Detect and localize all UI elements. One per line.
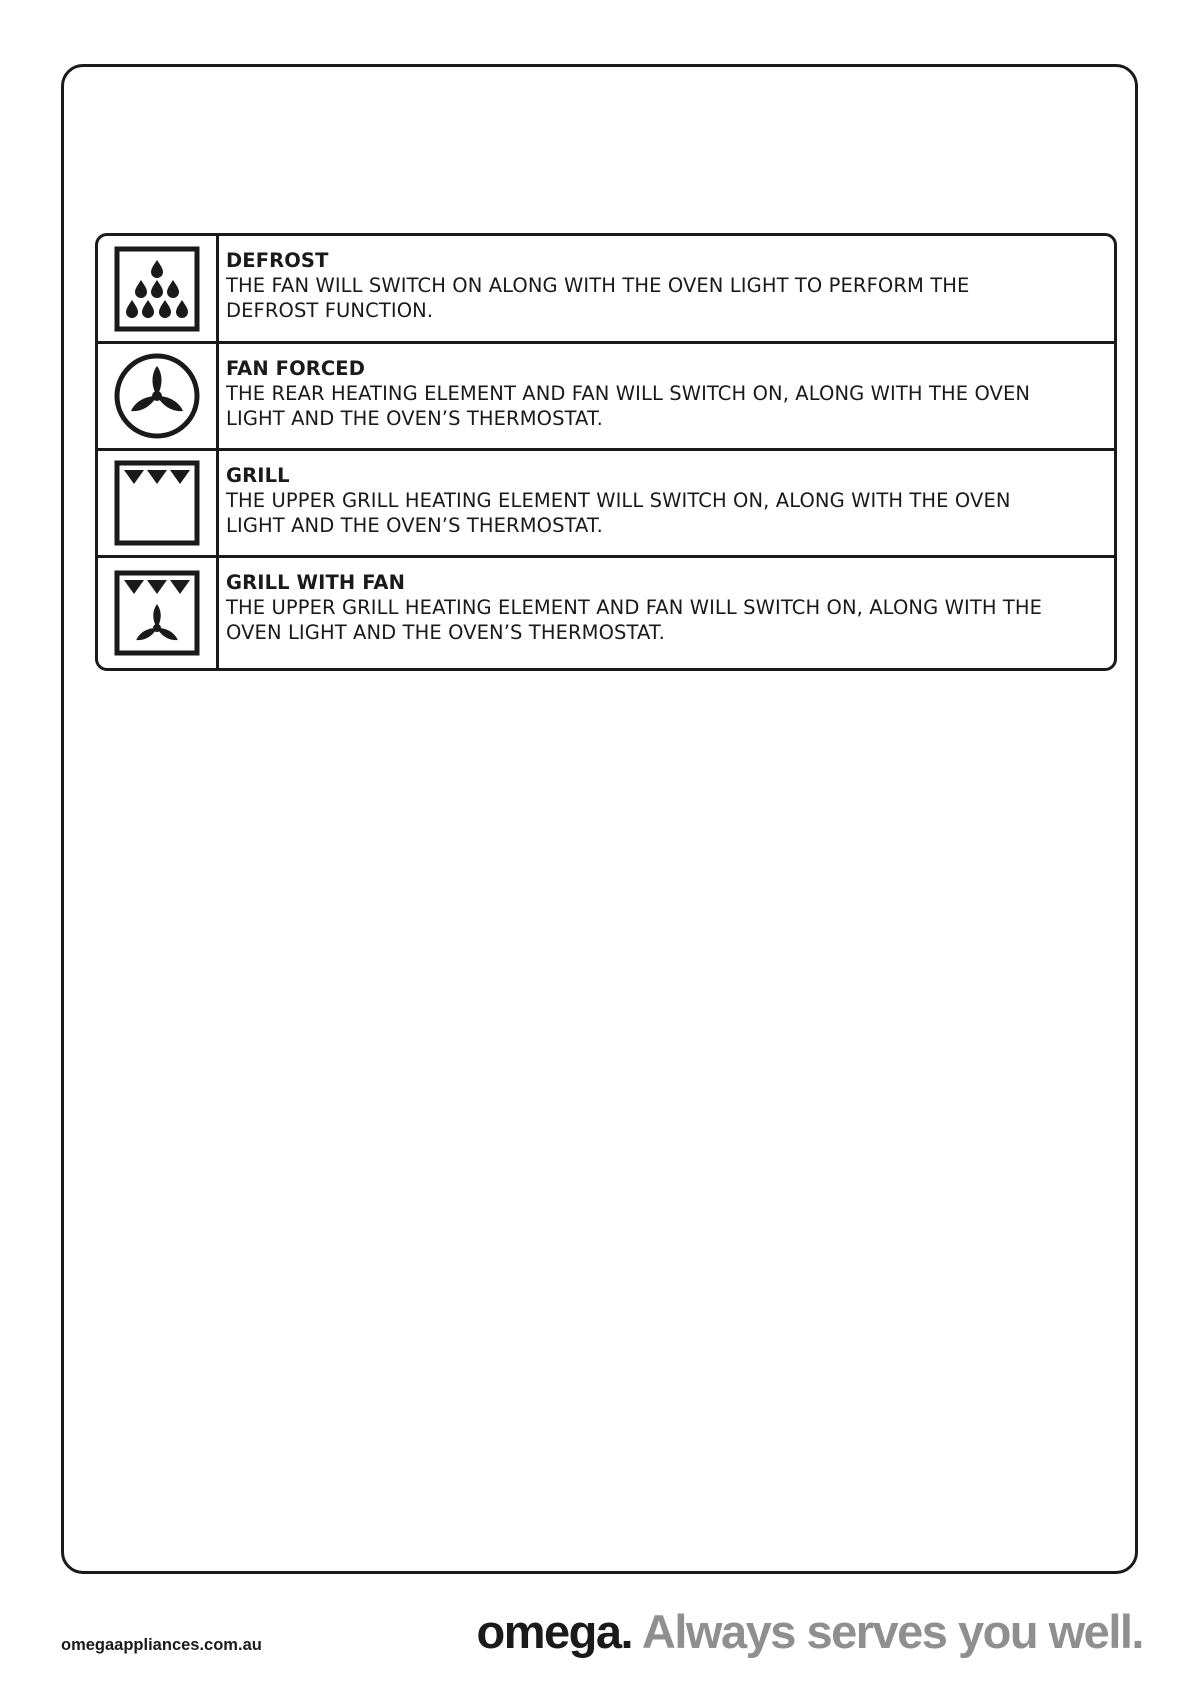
function-description: THE UPPER GRILL HEATING ELEMENT AND FAN WILL SWITCH ON, ALONG WITH THE OVEN LIGHT AND THE OVEN’S THERMOSTAT.	[226, 596, 1043, 644]
text-cell	[219, 236, 1114, 341]
oven-functions-table	[95, 233, 1117, 671]
footer-website-link[interactable]: omegaappliances.com.au	[61, 1636, 262, 1654]
function-title: DEFROST	[226, 249, 329, 272]
icon-cell	[98, 344, 219, 448]
icon-cell	[98, 558, 219, 668]
icon-cell	[98, 451, 219, 555]
icon-cell	[98, 236, 219, 341]
text-cell	[219, 451, 1114, 555]
text-cell	[219, 344, 1114, 448]
function-row-defrost	[98, 236, 1114, 344]
function-row-grill-with-fan	[98, 558, 1114, 668]
grill-icon	[114, 460, 200, 546]
defrost-icon	[114, 246, 200, 332]
function-title: GRILL WITH FAN	[226, 571, 405, 594]
function-description: THE UPPER GRILL HEATING ELEMENT WILL SWITCH ON, ALONG WITH THE OVEN LIGHT AND THE OVEN’S THERMOSTAT.	[226, 489, 1011, 537]
grill-with-fan-icon	[114, 570, 200, 656]
text-cell	[219, 558, 1114, 668]
function-title: FAN FORCED	[226, 357, 366, 380]
brand-slogan: Always serves you well.	[641, 1605, 1143, 1658]
function-description: THE FAN WILL SWITCH ON ALONG WITH THE OVEN LIGHT TO PERFORM THE DEFROST FUNCTION.	[226, 274, 970, 322]
brand-name: omega.	[476, 1605, 633, 1658]
function-description: THE REAR HEATING ELEMENT AND FAN WILL SWITCH ON, ALONG WITH THE OVEN LIGHT AND THE OVEN’S THERMOSTAT.	[226, 382, 1031, 430]
function-row-grill	[98, 451, 1114, 558]
function-title: GRILL	[226, 464, 290, 487]
brand-logo	[477, 1604, 1143, 1659]
fan-forced-icon	[113, 352, 201, 440]
function-row-fan-forced	[98, 344, 1114, 451]
